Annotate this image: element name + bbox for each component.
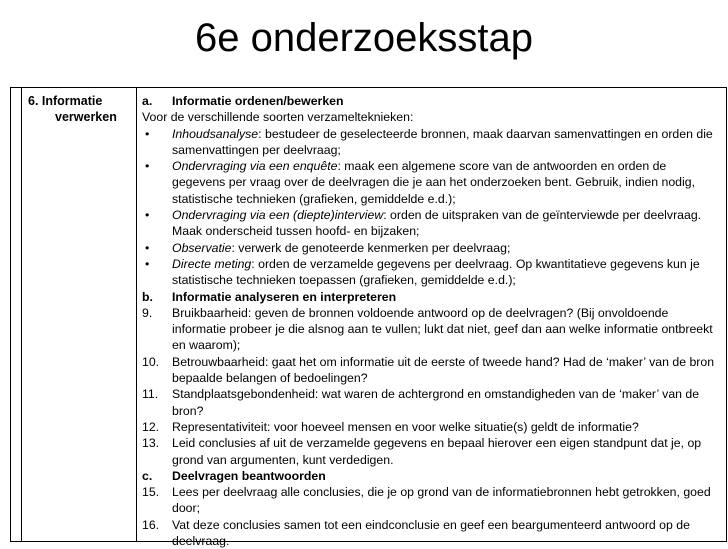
bullet-term: Observatie <box>172 240 232 255</box>
item-text: Standplaatsgebondenheid: wat waren de achtergrond en omstandigheden van de ‘maker’ van de bron? <box>172 387 700 418</box>
section-b-heading <box>142 289 722 305</box>
item-text: Leid conclusies af uit de verzamelde gegevens en bepaal hierover een eigen standpunt dat je, op grond van argumenten, kunt verdedigen. <box>172 436 702 467</box>
step-label <box>28 93 133 125</box>
step-label-line2: verwerken <box>55 110 117 124</box>
item-number: 10. <box>142 354 160 369</box>
bullet-icon: • <box>145 240 150 255</box>
item-text: Lees per deelvraag alle conclusies, die je op grond van de informatiebronnen hebt getrokken, goed door; <box>172 485 711 516</box>
list-item <box>142 240 722 256</box>
step-label-line1: 6. Informatie <box>28 94 103 108</box>
bullet-text: : orden de verzamelde gegevens per deelvraag. Op kwantitatieve gegevens kun je statistische technieken toepassen (grafieken, gemiddelde e.d.); <box>172 256 700 288</box>
item-text: Vat deze conclusies samen tot een eindconclusie en geef een beargumenteerd antwoord op de deelvraag. <box>172 517 690 549</box>
bullet-icon: • <box>145 126 150 141</box>
bullet-text: : verwerk de genoteerde kenmerken per deelvraag; <box>231 240 511 255</box>
step-table <box>10 87 727 549</box>
list-item <box>142 207 722 240</box>
section-c-marker: c. <box>142 468 153 483</box>
section-c-title: Deelvragen beantwoorden <box>172 468 326 483</box>
bullet-term: Ondervraging via een enquête <box>172 159 338 174</box>
item-number: 13. <box>142 436 160 451</box>
bullet-text: : bestudeer de geselecteerde bronnen, maak daarvan samenvattingen en orden die samenvattingen per deelvraag; <box>172 126 713 157</box>
list-item <box>142 419 722 435</box>
section-b-marker: b. <box>142 289 153 304</box>
section-a-intro: Voor de verschillende soorten verzamelteknieken: <box>142 110 414 125</box>
list-item <box>142 305 722 354</box>
item-number: 16. <box>142 517 160 532</box>
section-b-title: Informatie analyseren en interpreteren <box>172 289 397 304</box>
bullet-icon: • <box>145 256 150 271</box>
item-number: 15. <box>142 485 160 500</box>
bullet-icon: • <box>145 159 150 174</box>
section-c-heading <box>142 468 722 484</box>
list-item <box>142 354 722 387</box>
column-divider-left <box>21 88 22 541</box>
list-item <box>142 256 722 289</box>
section-a-marker: a. <box>142 94 153 108</box>
list-item <box>142 126 722 159</box>
list-item <box>142 386 722 419</box>
bullet-term: Inhoudsanalyse <box>172 126 259 141</box>
item-number: 9. <box>142 305 153 320</box>
bullet-term: Ondervraging via een (diepte)interview <box>172 208 384 223</box>
item-text: Bruikbaarheid: geven de bronnen voldoende antwoord op de deelvragen? (Bij onvoldoende informatie probeer je die alsnog aan te vullen; lukt dat niet, geef dan aan welke informatie ontbreekt en waarom); <box>172 305 713 353</box>
list-item <box>142 484 722 517</box>
section-a-heading <box>142 93 722 109</box>
bullet-term: Directe meting <box>172 256 252 271</box>
column-divider-right <box>136 88 137 541</box>
list-item <box>142 158 722 207</box>
list-item <box>142 517 722 549</box>
step-content <box>142 93 722 549</box>
list-item <box>142 435 722 468</box>
item-number: 11. <box>142 387 159 402</box>
item-text: Betrouwbaarheid: gaat het om informatie uit de eerste of tweede hand? Had de ‘maker’ van de bron bepaalde belangen of bedoelingen? <box>172 354 715 386</box>
bullet-icon: • <box>145 208 150 223</box>
item-number: 12. <box>142 419 160 434</box>
bullet-text: : orden de uitspraken van de geïnterviewde per deelvraag. Maak onderscheid tussen hoofd- en bijzaken; <box>172 208 702 239</box>
section-a-title: Informatie ordenen/bewerken <box>172 94 344 108</box>
bullet-text: : maak een algemene score van de antwoorden en orden de gegevens per vraag over de deelvragen die je aan het onderzoeken bent. Gebruik, indien nodig, statistische technieken (grafieken, gemiddelde e.d.); <box>172 159 695 206</box>
page-title: 6e onderzoeksstap <box>194 16 533 60</box>
item-text: Representativiteit: voor hoeveel mensen en voor welke situatie(s) geldt de informatie? <box>172 419 639 434</box>
